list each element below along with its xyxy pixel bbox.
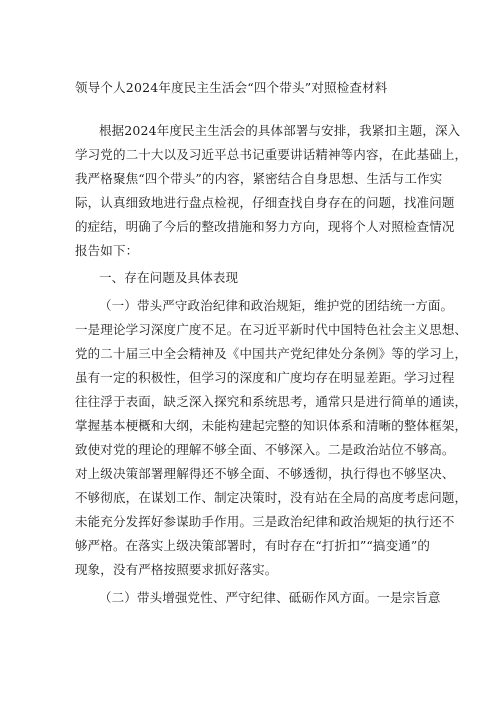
paragraph-line: 根据2024年度民主生活会的具体部署与安排，我紧扣主题，深入 bbox=[99, 123, 461, 138]
paragraph-line: 虽有一定的积极性，但学习的深度和广度均存在明显差距。学习过程 bbox=[75, 370, 455, 385]
paragraph-line: 掌握基本梗概和大纲，未能构建起完整的知识体系和清晰的整体框架， bbox=[75, 418, 468, 433]
subsection-heading: （二）带头增强党性、严守纪律、砥砺作风方面。一是宗旨意 bbox=[99, 590, 441, 605]
paragraph-line: 报告如下： bbox=[75, 243, 139, 258]
paragraph-line: 的症结，明确了今后的整改措施和努力方向，现将个人对照检查情况 bbox=[75, 219, 455, 234]
paragraph-line: 对上级决策部署理解得还不够全面、不够透彻，执行得也不够坚决、 bbox=[75, 466, 455, 481]
subsection-heading: （一）带头严守政治纪律和政治规矩，维护党的团结统一方面。 bbox=[99, 298, 454, 313]
paragraph-line: 未能充分发挥好参谋助手作用。三是政治纪律和政治规矩的执行还不 bbox=[75, 514, 455, 529]
section-heading: 一、存在问题及具体表现 bbox=[99, 270, 239, 285]
paragraph-line: 一是理论学习深度广度不足。在习近平新时代中国特色社会主义思想、 bbox=[75, 322, 468, 337]
paragraph-line: 学习党的二十大以及习近平总书记重要讲话精神等内容，在此基础上， bbox=[75, 147, 468, 162]
document-title: 领导个人2024年度民主生活会“四个带头”对照检查材料 bbox=[75, 80, 388, 95]
paragraph-line: 现象，没有严格按照要求抓好落实。 bbox=[75, 562, 278, 577]
paragraph-line: 往往浮于表面，缺乏深入探究和系统思考，通常只是进行简单的通读， bbox=[75, 394, 468, 409]
paragraph-line: 际，认真细致地进行盘点检视，仔细查找自身存在的问题，找准问题 bbox=[75, 195, 455, 210]
paragraph-line: 够严格。在落实上级决策部署时，有时存在“打折扣”“搞变通”的 bbox=[75, 538, 431, 553]
paragraph-line: 党的二十届三中全会精神及《中国共产党纪律处分条例》等的学习上， bbox=[75, 346, 468, 361]
paragraph-line: 致使对党的理论的理解不够全面、不够深入。二是政治站位不够高。 bbox=[75, 442, 455, 457]
paragraph-line: 我严格聚焦“四个带头”的内容，紧密结合自身思想、生活与工作实 bbox=[75, 171, 443, 186]
paragraph-line: 不够彻底，在谋划工作、制定决策时，没有站在全局的高度考虑问题， bbox=[75, 490, 468, 505]
